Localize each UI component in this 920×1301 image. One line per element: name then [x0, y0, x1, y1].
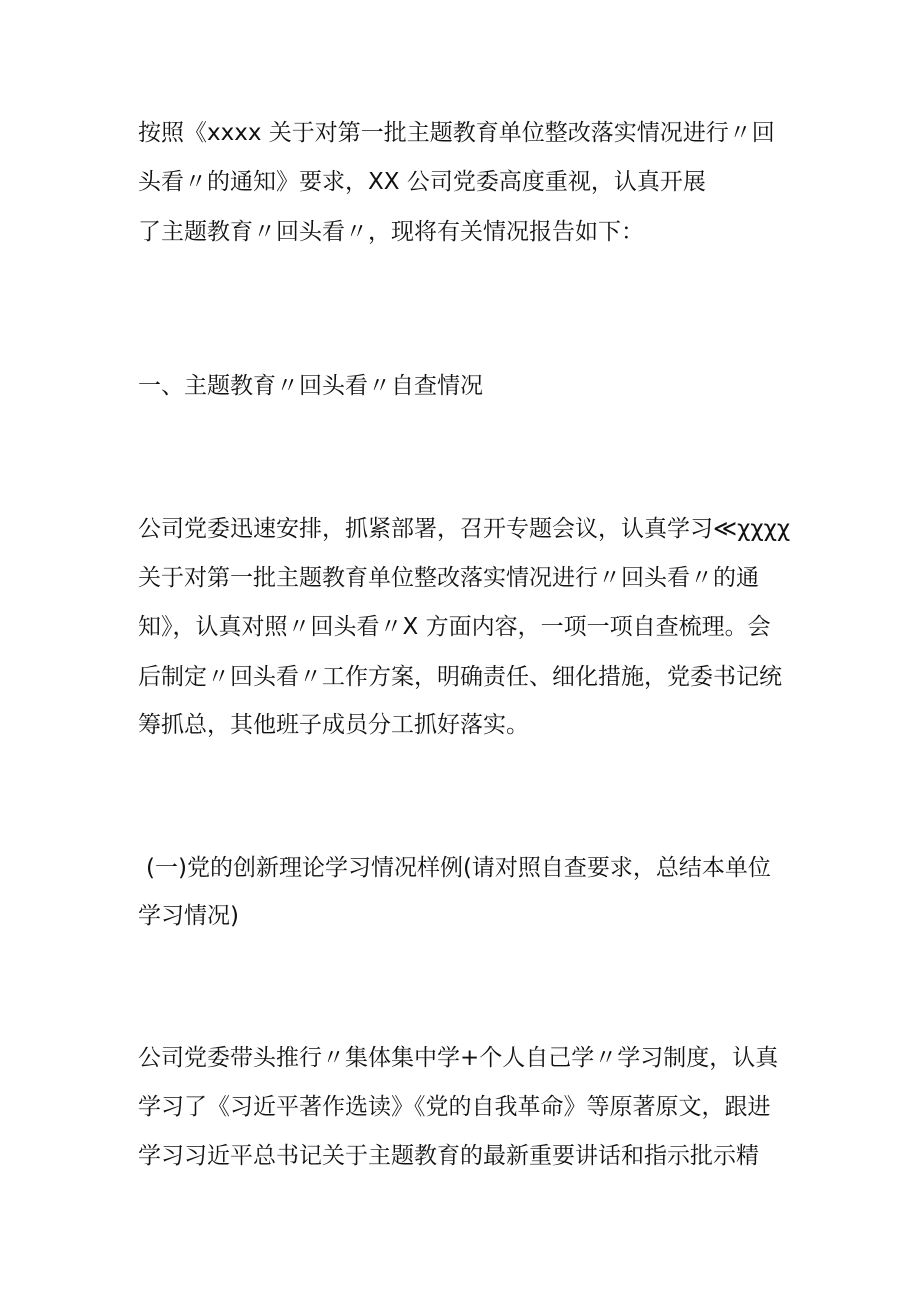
paragraph-1-line-1: 公司党委迅速安排，抓紧部署，召开专题会议，认真学习≪χχχχ [138, 516, 791, 542]
section-heading: 一、主题教育〃回头看〃自查情况 [138, 373, 483, 399]
paragraph-1-line-2: 关于对第一批主题教育单位整改落实情况进行〃回头看〃的通 [138, 565, 759, 591]
paragraph-2-line-3: 学习习近平总书记关于主题教育的最新重要讲话和指示批示精 [138, 1143, 759, 1169]
paragraph-2-line-2: 学习了《习近平著作选读》《党的自我革命》等原著原文，跟进 [138, 1094, 771, 1120]
subheading-line-1: (一)党的创新理论学习情况样例(请对照自查要求，总结本单位 [146, 855, 771, 881]
intro-line-3: 了主题教育〃回头看〃，现将有关情况报告如下： [138, 219, 644, 245]
subheading-line-2: 学习情况) [138, 903, 239, 929]
paragraph-1-line-3: 知》，认真对照〃回头看〃X 方面内容，一项一项自查梳理。会 [138, 614, 771, 640]
intro-line-2: 头看〃的通知》要求，XX 公司党委高度重视，认真开展 [138, 169, 706, 195]
intro-line-1: 按照《xxxx 关于对第一批主题教育单位整改落实情况进行〃回 [138, 120, 775, 146]
paragraph-2-line-1: 公司党委带头推行〃集体集中学+个人自己学〃学习制度，认真 [138, 1045, 779, 1071]
paragraph-1-line-4: 后制定〃回头看〃工作方案，明确责任、细化措施，党委书记统 [138, 664, 782, 690]
paragraph-1-line-5: 筹抓总，其他班子成员分工抓好落实。 [138, 712, 529, 738]
